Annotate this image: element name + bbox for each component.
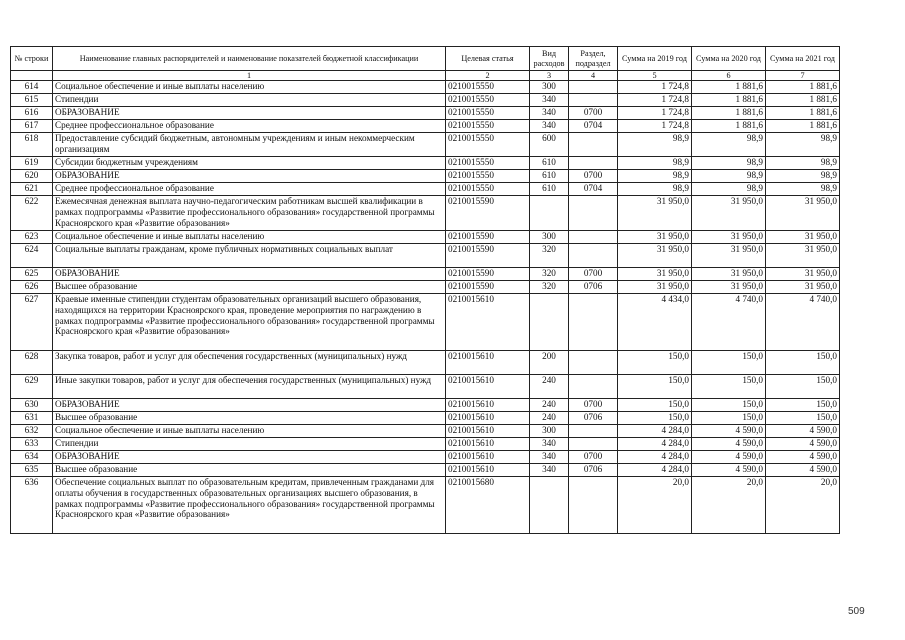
- row-expense-type: 340: [530, 464, 569, 477]
- row-sum-2021: 150,0: [766, 399, 840, 412]
- row-number: 622: [11, 196, 53, 231]
- row-expense-type: 320: [530, 244, 569, 268]
- row-number: 623: [11, 231, 53, 244]
- row-name: Среднее профессиональное образование: [53, 183, 446, 196]
- row-name: Высшее образование: [53, 464, 446, 477]
- row-expense-type: 300: [530, 231, 569, 244]
- row-sum-2020: 31 950,0: [692, 281, 766, 294]
- row-target-article: 0210015590: [446, 268, 530, 281]
- table-row: [11, 451, 840, 464]
- row-number: 621: [11, 183, 53, 196]
- row-expense-type: 600: [530, 133, 569, 157]
- row-sum-2021: 31 950,0: [766, 231, 840, 244]
- row-name: Социальное обеспечение и иные выплаты населению: [53, 81, 446, 94]
- row-section: [569, 196, 618, 231]
- row-name: Иные закупки товаров, работ и услуг для обеспечения государственных (муниципальных) нужд: [53, 375, 446, 399]
- row-sum-2021: 31 950,0: [766, 244, 840, 268]
- row-section: [569, 375, 618, 399]
- row-sum-2021: 150,0: [766, 412, 840, 425]
- table-row: [11, 170, 840, 183]
- table-row: [11, 183, 840, 196]
- row-section: [569, 231, 618, 244]
- row-number: 619: [11, 157, 53, 170]
- header-sum-2020: Сумма на 2020 год: [692, 47, 766, 71]
- row-sum-2019: 31 950,0: [618, 281, 692, 294]
- table-row: [11, 464, 840, 477]
- row-name: Обеспечение социальных выплат по образовательным кредитам, привлеченным гражданами для оплаты обучения в государственных образовательных организациях высшего образования, в рамках подпрограммы «Развитие профессионального образования» государственной программы Красноярского края «Развитие образования»: [53, 477, 446, 534]
- row-target-article: 0210015550: [446, 133, 530, 157]
- table-row: [11, 477, 840, 534]
- row-target-article: 0210015680: [446, 477, 530, 534]
- row-number: 620: [11, 170, 53, 183]
- table-row: [11, 294, 840, 351]
- row-target-article: 0210015610: [446, 294, 530, 351]
- row-sum-2019: 150,0: [618, 399, 692, 412]
- table-row: [11, 351, 840, 375]
- header-section: Раздел, подраздел: [569, 47, 618, 71]
- row-target-article: 0210015550: [446, 183, 530, 196]
- row-sum-2020: 150,0: [692, 399, 766, 412]
- row-number: 624: [11, 244, 53, 268]
- row-section: [569, 477, 618, 534]
- table-row: [11, 107, 840, 120]
- row-sum-2020: 150,0: [692, 351, 766, 375]
- row-target-article: 0210015610: [446, 351, 530, 375]
- row-sum-2021: 150,0: [766, 375, 840, 399]
- row-expense-type: [530, 477, 569, 534]
- row-sum-2020: 4 590,0: [692, 438, 766, 451]
- page-number: 509: [848, 606, 865, 617]
- row-section: [569, 244, 618, 268]
- row-sum-2021: 98,9: [766, 157, 840, 170]
- row-section: 0700: [569, 170, 618, 183]
- row-section: [569, 133, 618, 157]
- row-target-article: 0210015550: [446, 170, 530, 183]
- row-name: Предоставление субсидий бюджетным, автономным учреждениям и иным некоммерческим организациям: [53, 133, 446, 157]
- row-name: Высшее образование: [53, 281, 446, 294]
- row-sum-2021: 31 950,0: [766, 196, 840, 231]
- header-row-number: № строки: [11, 47, 53, 71]
- row-expense-type: 320: [530, 268, 569, 281]
- row-number: 616: [11, 107, 53, 120]
- row-expense-type: 300: [530, 81, 569, 94]
- column-number: 2: [446, 71, 530, 81]
- row-sum-2020: 4 740,0: [692, 294, 766, 351]
- row-sum-2019: 98,9: [618, 170, 692, 183]
- budget-sheet: [10, 46, 840, 534]
- row-target-article: 0210015610: [446, 375, 530, 399]
- row-target-article: 0210015590: [446, 281, 530, 294]
- row-sum-2020: 150,0: [692, 375, 766, 399]
- row-expense-type: 200: [530, 351, 569, 375]
- row-name: Краевые именные стипендии студентам образовательных организаций высшего образования, находящихся на территории Красноярского края, проведение мероприятия по награждению в рамках подпрограммы «Развитие профессионального образования» государственной программы Красноярского края «Развитие образования»: [53, 294, 446, 351]
- row-name: ОБРАЗОВАНИЕ: [53, 268, 446, 281]
- row-sum-2021: 31 950,0: [766, 281, 840, 294]
- row-sum-2020: 1 881,6: [692, 107, 766, 120]
- row-number: 630: [11, 399, 53, 412]
- row-sum-2019: 31 950,0: [618, 244, 692, 268]
- row-sum-2020: 31 950,0: [692, 196, 766, 231]
- row-name: Среднее профессиональное образование: [53, 120, 446, 133]
- row-target-article: 0210015610: [446, 451, 530, 464]
- row-name: ОБРАЗОВАНИЕ: [53, 399, 446, 412]
- row-expense-type: [530, 196, 569, 231]
- row-sum-2021: 1 881,6: [766, 94, 840, 107]
- table-row: [11, 281, 840, 294]
- row-sum-2019: 150,0: [618, 412, 692, 425]
- row-sum-2019: 4 284,0: [618, 438, 692, 451]
- column-number: 4: [569, 71, 618, 81]
- row-sum-2020: 98,9: [692, 183, 766, 196]
- row-section: [569, 81, 618, 94]
- row-sum-2021: 4 590,0: [766, 438, 840, 451]
- row-target-article: 0210015610: [446, 399, 530, 412]
- row-expense-type: 610: [530, 170, 569, 183]
- column-number-blank: [11, 71, 53, 81]
- table-row: [11, 375, 840, 399]
- row-section: 0706: [569, 281, 618, 294]
- row-sum-2019: 1 724,8: [618, 107, 692, 120]
- row-target-article: 0210015550: [446, 157, 530, 170]
- header-name: Наименование главных распорядителей и наименование показателей бюджетной классификации: [53, 47, 446, 71]
- row-section: 0704: [569, 120, 618, 133]
- row-sum-2020: 31 950,0: [692, 244, 766, 268]
- row-section: 0706: [569, 412, 618, 425]
- header-sum-2019: Сумма на 2019 год: [618, 47, 692, 71]
- row-sum-2019: 4 434,0: [618, 294, 692, 351]
- column-number: 5: [618, 71, 692, 81]
- table-row: [11, 244, 840, 268]
- row-target-article: 0210015590: [446, 196, 530, 231]
- row-number: 635: [11, 464, 53, 477]
- row-number: 625: [11, 268, 53, 281]
- header-target-article: Целевая статья: [446, 47, 530, 71]
- row-target-article: 0210015610: [446, 425, 530, 438]
- row-section: [569, 425, 618, 438]
- row-sum-2020: 20,0: [692, 477, 766, 534]
- row-section: [569, 94, 618, 107]
- row-name: Социальное обеспечение и иные выплаты населению: [53, 425, 446, 438]
- table-row: [11, 268, 840, 281]
- row-sum-2019: 4 284,0: [618, 425, 692, 438]
- row-sum-2019: 1 724,8: [618, 94, 692, 107]
- row-target-article: 0210015550: [446, 120, 530, 133]
- row-sum-2019: 150,0: [618, 351, 692, 375]
- row-name: Стипендии: [53, 94, 446, 107]
- row-target-article: 0210015590: [446, 244, 530, 268]
- row-name: ОБРАЗОВАНИЕ: [53, 170, 446, 183]
- column-number: 7: [766, 71, 840, 81]
- header-sum-2021: Сумма на 2021 год: [766, 47, 840, 71]
- row-sum-2020: 4 590,0: [692, 451, 766, 464]
- row-expense-type: 340: [530, 94, 569, 107]
- row-sum-2020: 4 590,0: [692, 464, 766, 477]
- row-expense-type: 300: [530, 425, 569, 438]
- row-expense-type: 340: [530, 107, 569, 120]
- row-sum-2020: 98,9: [692, 170, 766, 183]
- row-number: 627: [11, 294, 53, 351]
- row-sum-2019: 4 284,0: [618, 464, 692, 477]
- row-target-article: 0210015550: [446, 107, 530, 120]
- row-sum-2020: 98,9: [692, 157, 766, 170]
- row-section: 0700: [569, 107, 618, 120]
- row-sum-2019: 98,9: [618, 133, 692, 157]
- table-header-row: [11, 47, 840, 71]
- row-section: 0700: [569, 268, 618, 281]
- row-sum-2021: 1 881,6: [766, 81, 840, 94]
- row-number: 614: [11, 81, 53, 94]
- column-numbers-row: [11, 71, 840, 81]
- row-sum-2021: 31 950,0: [766, 268, 840, 281]
- row-expense-type: 340: [530, 120, 569, 133]
- table-row: [11, 425, 840, 438]
- column-number: 3: [530, 71, 569, 81]
- row-number: 626: [11, 281, 53, 294]
- row-sum-2019: 4 284,0: [618, 451, 692, 464]
- row-sum-2020: 150,0: [692, 412, 766, 425]
- row-section: [569, 438, 618, 451]
- row-sum-2020: 4 590,0: [692, 425, 766, 438]
- row-name: ОБРАЗОВАНИЕ: [53, 451, 446, 464]
- table-row: [11, 438, 840, 451]
- row-sum-2021: 1 881,6: [766, 120, 840, 133]
- row-number: 633: [11, 438, 53, 451]
- column-number: 6: [692, 71, 766, 81]
- table-row: [11, 81, 840, 94]
- row-section: 0700: [569, 451, 618, 464]
- row-sum-2021: 4 590,0: [766, 451, 840, 464]
- row-expense-type: 340: [530, 438, 569, 451]
- row-name: Стипендии: [53, 438, 446, 451]
- row-target-article: 0210015590: [446, 231, 530, 244]
- row-sum-2020: 1 881,6: [692, 94, 766, 107]
- row-target-article: 0210015550: [446, 81, 530, 94]
- row-section: [569, 157, 618, 170]
- row-sum-2021: 20,0: [766, 477, 840, 534]
- row-sum-2019: 98,9: [618, 183, 692, 196]
- table-row: [11, 399, 840, 412]
- row-number: 628: [11, 351, 53, 375]
- column-number: 1: [53, 71, 446, 81]
- row-expense-type: 340: [530, 451, 569, 464]
- table-row: [11, 412, 840, 425]
- row-sum-2021: 98,9: [766, 183, 840, 196]
- row-target-article: 0210015550: [446, 94, 530, 107]
- row-target-article: 0210015610: [446, 412, 530, 425]
- row-section: [569, 351, 618, 375]
- row-section: 0700: [569, 399, 618, 412]
- row-number: 618: [11, 133, 53, 157]
- row-number: 629: [11, 375, 53, 399]
- row-expense-type: 240: [530, 412, 569, 425]
- row-number: 634: [11, 451, 53, 464]
- row-number: 615: [11, 94, 53, 107]
- row-sum-2020: 1 881,6: [692, 120, 766, 133]
- row-number: 631: [11, 412, 53, 425]
- row-name: Социальные выплаты гражданам, кроме публичных нормативных социальных выплат: [53, 244, 446, 268]
- row-sum-2019: 1 724,8: [618, 120, 692, 133]
- row-sum-2019: 1 724,8: [618, 81, 692, 94]
- row-sum-2021: 1 881,6: [766, 107, 840, 120]
- table-row: [11, 196, 840, 231]
- row-sum-2020: 98,9: [692, 133, 766, 157]
- row-expense-type: 240: [530, 375, 569, 399]
- row-sum-2019: 98,9: [618, 157, 692, 170]
- row-target-article: 0210015610: [446, 464, 530, 477]
- row-name: Закупка товаров, работ и услуг для обеспечения государственных (муниципальных) нужд: [53, 351, 446, 375]
- row-sum-2021: 98,9: [766, 133, 840, 157]
- row-name: Социальное обеспечение и иные выплаты населению: [53, 231, 446, 244]
- header-expense-type: Вид расходов: [530, 47, 569, 71]
- row-sum-2019: 20,0: [618, 477, 692, 534]
- row-expense-type: 610: [530, 183, 569, 196]
- row-name: Высшее образование: [53, 412, 446, 425]
- row-sum-2019: 31 950,0: [618, 196, 692, 231]
- row-number: 632: [11, 425, 53, 438]
- budget-table: [10, 46, 840, 534]
- row-expense-type: 320: [530, 281, 569, 294]
- row-target-article: 0210015610: [446, 438, 530, 451]
- row-sum-2020: 31 950,0: [692, 268, 766, 281]
- row-expense-type: 240: [530, 399, 569, 412]
- row-name: ОБРАЗОВАНИЕ: [53, 107, 446, 120]
- row-number: 617: [11, 120, 53, 133]
- row-section: 0706: [569, 464, 618, 477]
- table-row: [11, 94, 840, 107]
- row-sum-2019: 31 950,0: [618, 268, 692, 281]
- row-section: 0704: [569, 183, 618, 196]
- row-section: [569, 294, 618, 351]
- row-sum-2021: 4 590,0: [766, 425, 840, 438]
- row-name: Субсидии бюджетным учреждениям: [53, 157, 446, 170]
- table-row: [11, 231, 840, 244]
- row-expense-type: [530, 294, 569, 351]
- row-sum-2021: 98,9: [766, 170, 840, 183]
- table-row: [11, 120, 840, 133]
- row-number: 636: [11, 477, 53, 534]
- row-sum-2019: 31 950,0: [618, 231, 692, 244]
- row-sum-2021: 4 740,0: [766, 294, 840, 351]
- row-sum-2019: 150,0: [618, 375, 692, 399]
- row-sum-2021: 4 590,0: [766, 464, 840, 477]
- row-sum-2020: 1 881,6: [692, 81, 766, 94]
- row-name: Ежемесячная денежная выплата научно-педагогическим работникам высшей квалификации в рамках подпрограммы «Развитие профессионального образования» государственной программы Красноярского края «Развитие образования»: [53, 196, 446, 231]
- table-row: [11, 157, 840, 170]
- row-sum-2021: 150,0: [766, 351, 840, 375]
- row-sum-2020: 31 950,0: [692, 231, 766, 244]
- row-expense-type: 610: [530, 157, 569, 170]
- table-row: [11, 133, 840, 157]
